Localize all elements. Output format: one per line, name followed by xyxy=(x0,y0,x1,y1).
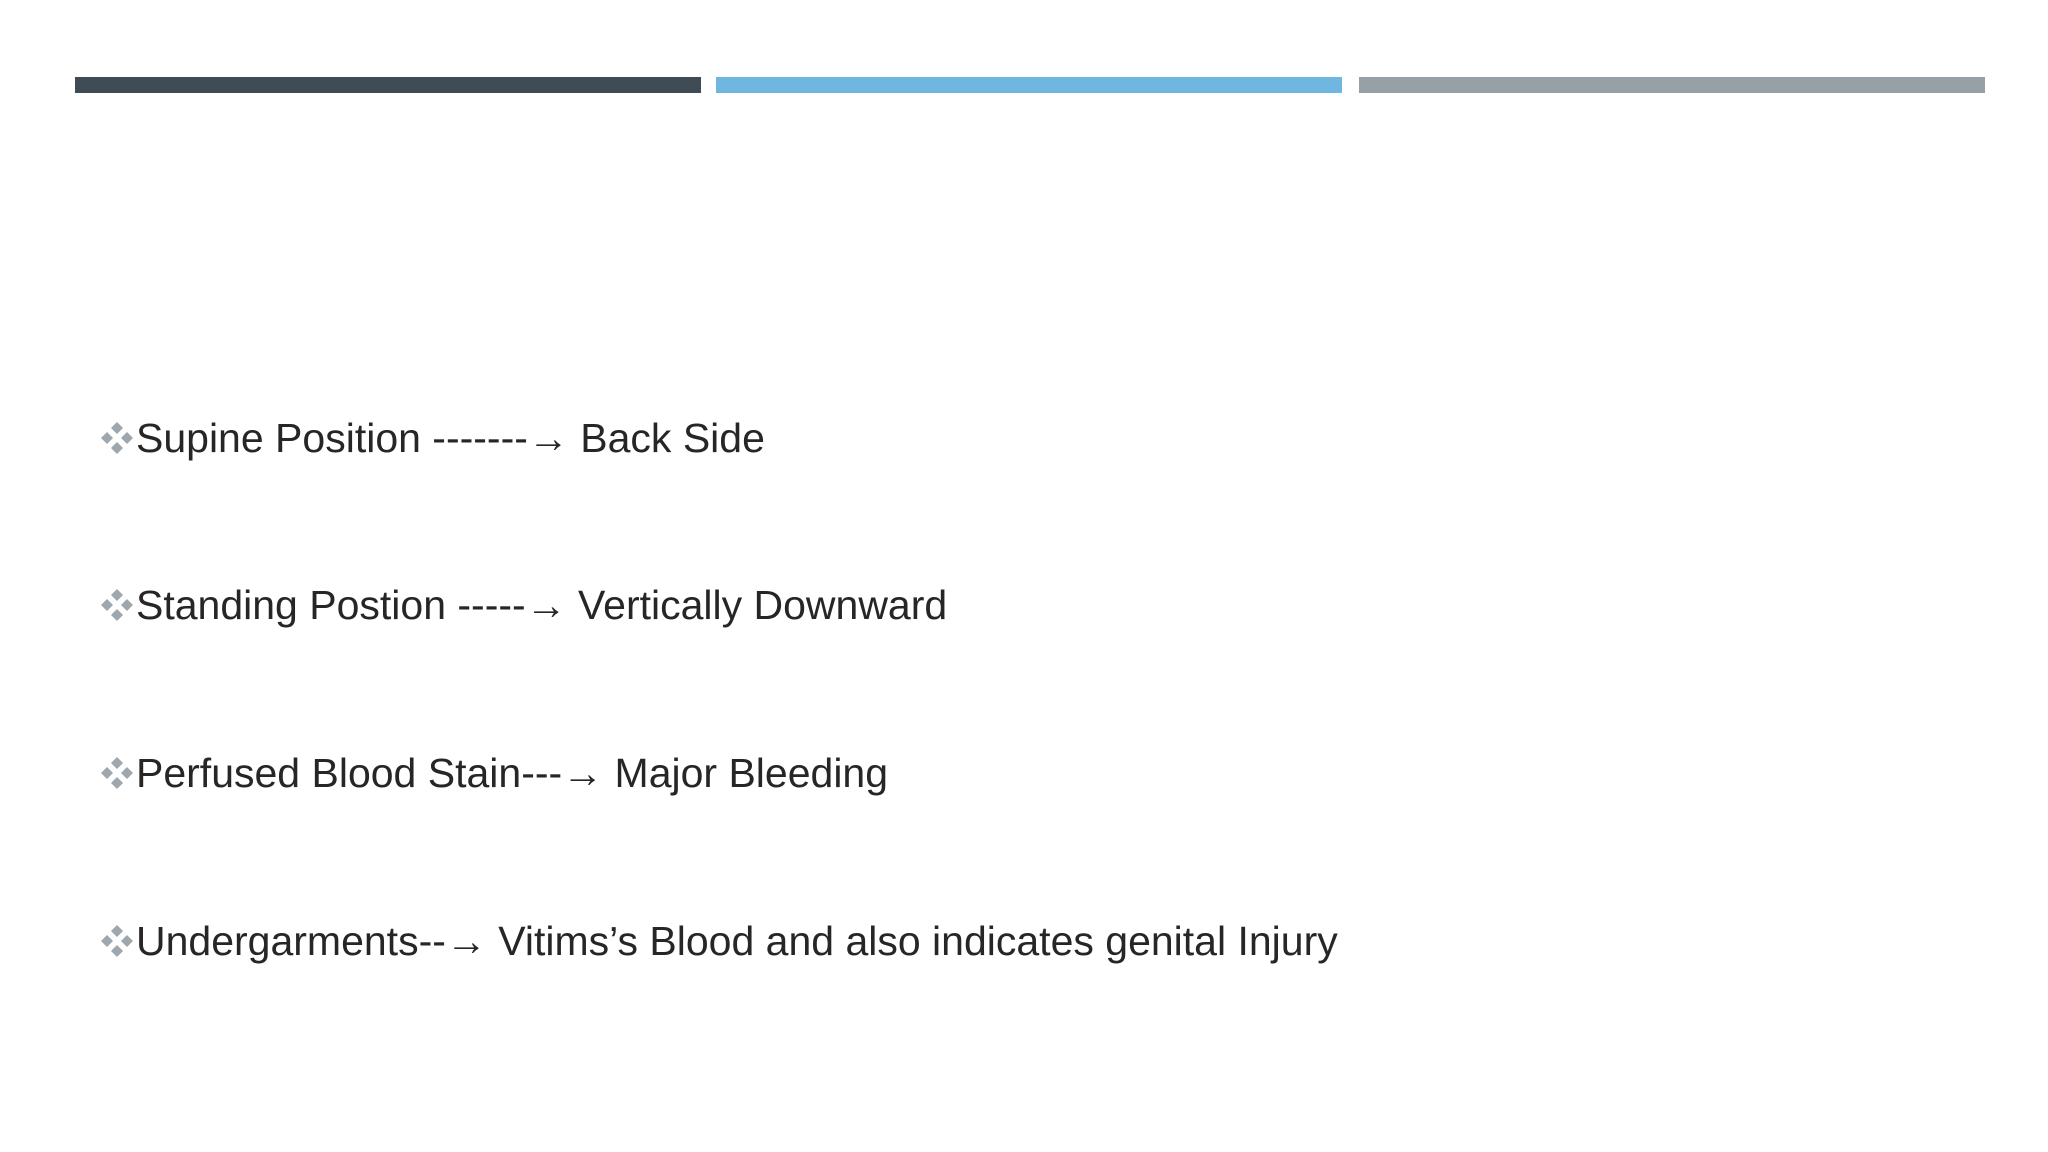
four-diamond-bullet-icon xyxy=(100,421,134,455)
four-diamond-bullet-icon xyxy=(100,924,134,958)
four-diamond-bullet-icon xyxy=(100,588,134,622)
four-diamond-bullet-icon xyxy=(100,756,134,790)
bullet-text: Supine Position -------→ Back Side xyxy=(136,415,765,461)
bullet-text: Perfused Blood Stain---→ Major Bleeding xyxy=(136,750,889,796)
bullet-item-standing-position xyxy=(100,575,947,635)
bullet-item-undergarments xyxy=(100,911,1338,971)
bullet-item-supine-position xyxy=(100,408,765,468)
bullet-text: Undergarments--→ Vitims’s Blood and also indicates genital Injury xyxy=(136,918,1338,964)
bullet-item-perfused-blood-stain xyxy=(100,743,888,803)
bullet-list xyxy=(100,0,1950,1152)
bullet-text: Standing Postion -----→ Vertically Downward xyxy=(136,582,948,628)
